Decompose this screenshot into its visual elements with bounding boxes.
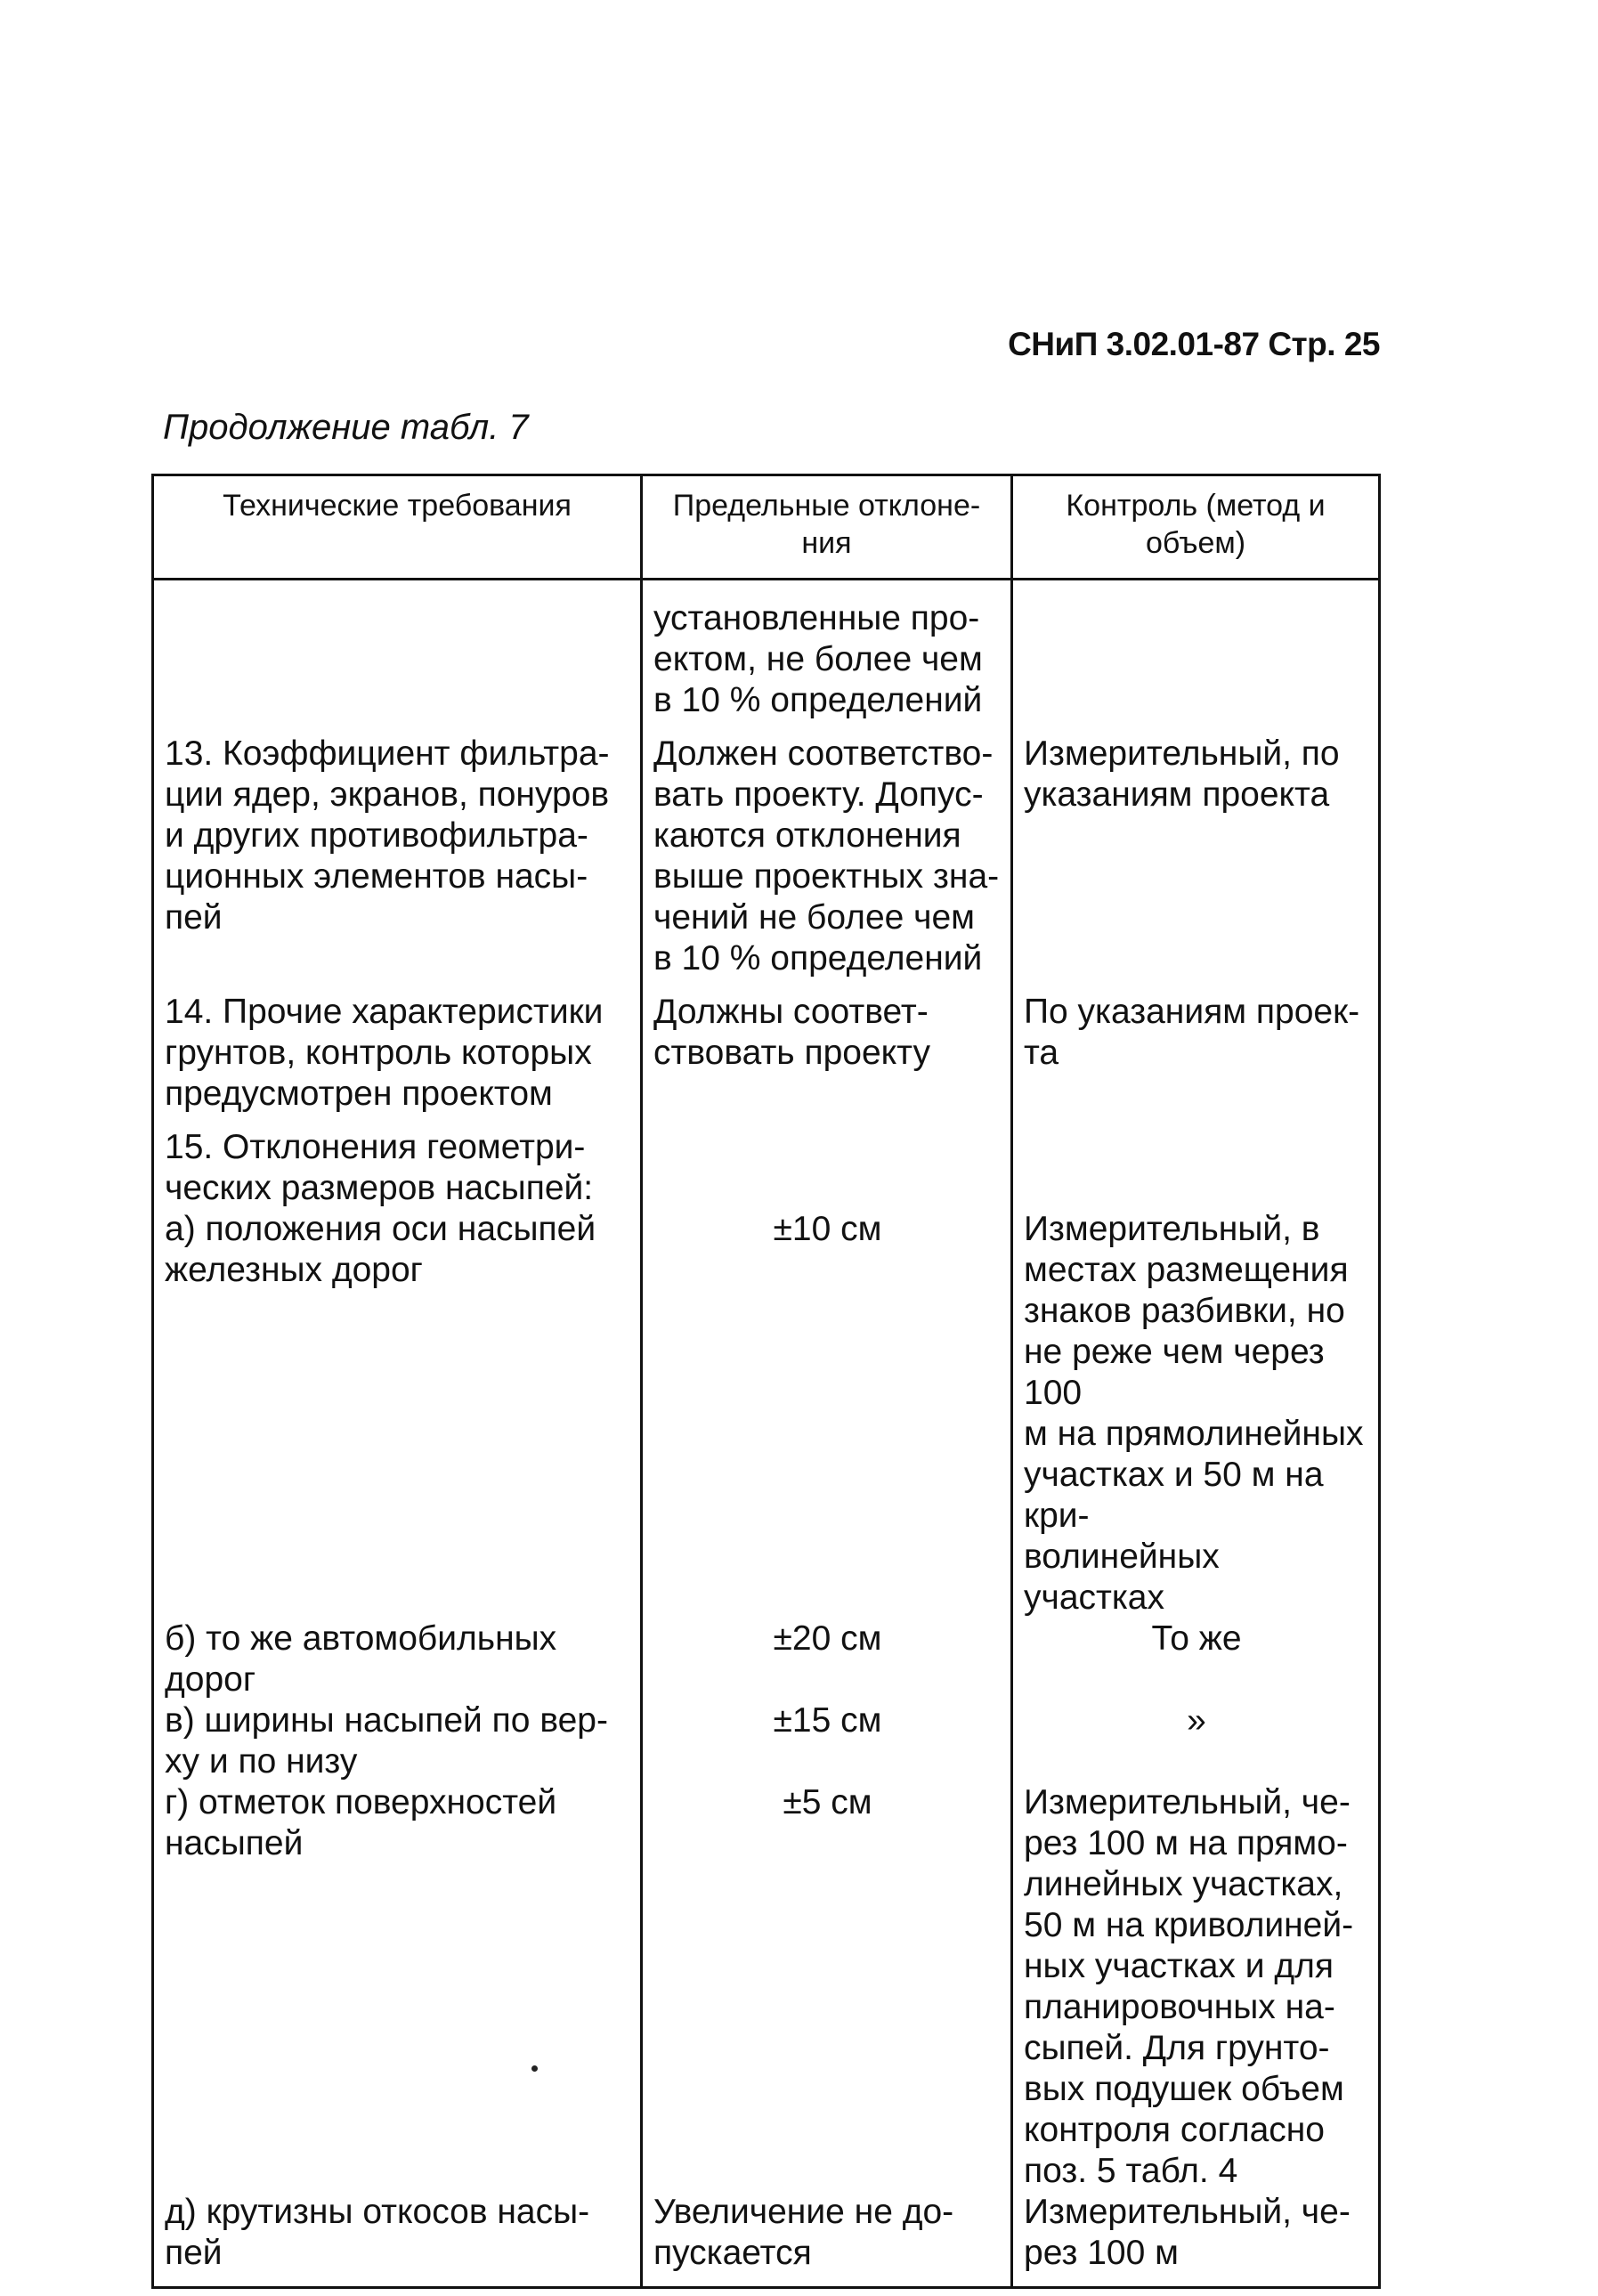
cell-control: »	[1012, 1700, 1380, 1782]
table-row	[153, 1782, 1380, 2192]
cell-requirement: б) то же автомобильных дорог	[153, 1619, 642, 1700]
cell-requirement: в) ширины насыпей по вер- ху и по низу	[153, 1700, 642, 1782]
cell-deviation: установленные про- ектом, не более чем в 10 % определений	[642, 580, 1012, 722]
cell-deviation: ±15 см	[642, 1700, 1012, 1782]
table-row	[153, 721, 1380, 979]
cell-requirement: 13. Коэффициент фильтра- ции ядер, экранов, понуров и других противофильтра- ционных элементов насы- пей	[153, 721, 642, 979]
table-row	[153, 979, 1380, 1115]
stray-dot-mark	[531, 2065, 538, 2072]
cell-requirement	[153, 580, 642, 722]
cell-requirement: 15. Отклонения геометри- ческих размеров насыпей:	[153, 1115, 642, 1209]
column-header-control: Контроль (метод и объем)	[1012, 475, 1380, 580]
cell-control	[1012, 1115, 1380, 1209]
column-header-deviations: Предельные отклоне- ния	[642, 475, 1012, 580]
cell-requirement: а) положения оси насыпей железных дорог	[153, 1209, 642, 1619]
cell-deviation: Увеличение не до- пускается	[642, 2192, 1012, 2288]
cell-control	[1012, 580, 1380, 722]
table-row	[153, 580, 1380, 722]
table-row	[153, 2192, 1380, 2288]
cell-deviation	[642, 1115, 1012, 1209]
cell-deviation: Должны соответ- ствовать проекту	[642, 979, 1012, 1115]
table-row	[153, 1209, 1380, 1619]
cell-control: Измерительный, по указаниям проекта	[1012, 721, 1380, 979]
cell-control: Измерительный, че- рез 100 м на прямо- линейных участках, 50 м на криволиней- ных участках и для планировочных на- сыпей. Для грунто- вых подушек объем контроля согласно поз. 5 табл. 4	[1012, 1782, 1380, 2192]
table-row	[153, 1115, 1380, 1209]
table-row	[153, 1700, 1380, 1782]
cell-deviation: ±20 см	[642, 1619, 1012, 1700]
cell-control: По указаниям проек- та	[1012, 979, 1380, 1115]
table-header-row	[153, 475, 1380, 580]
cell-deviation: ±10 см	[642, 1209, 1012, 1619]
column-header-requirements: Технические требования	[153, 475, 642, 580]
cell-deviation: Должен соответство- вать проекту. Допус- каются отклонения выше проектных зна- чений не более чем в 10 % определений	[642, 721, 1012, 979]
cell-requirement: г) отметок поверхностей насыпей	[153, 1782, 642, 2192]
cell-requirement: д) крутизны откосов насы- пей	[153, 2192, 642, 2288]
cell-control: То же	[1012, 1619, 1380, 1700]
cell-deviation: ±5 см	[642, 1782, 1012, 2192]
cell-requirement: 14. Прочие характеристики грунтов, контроль которых предусмотрен проектом	[153, 979, 642, 1115]
table-row	[153, 1619, 1380, 1700]
table-caption: Продолжение табл. 7	[163, 408, 529, 447]
page-header-doc-ref: СНиП 3.02.01-87 Стр. 25	[1008, 326, 1380, 362]
cell-control: Измерительный, в местах размещения знаков разбивки, но не реже чем через 100 м на прямолинейных участках и 50 м на кри- волинейных участках	[1012, 1209, 1380, 1619]
requirements-table	[151, 474, 1381, 2289]
cell-control: Измерительный, че- рез 100 м	[1012, 2192, 1380, 2288]
